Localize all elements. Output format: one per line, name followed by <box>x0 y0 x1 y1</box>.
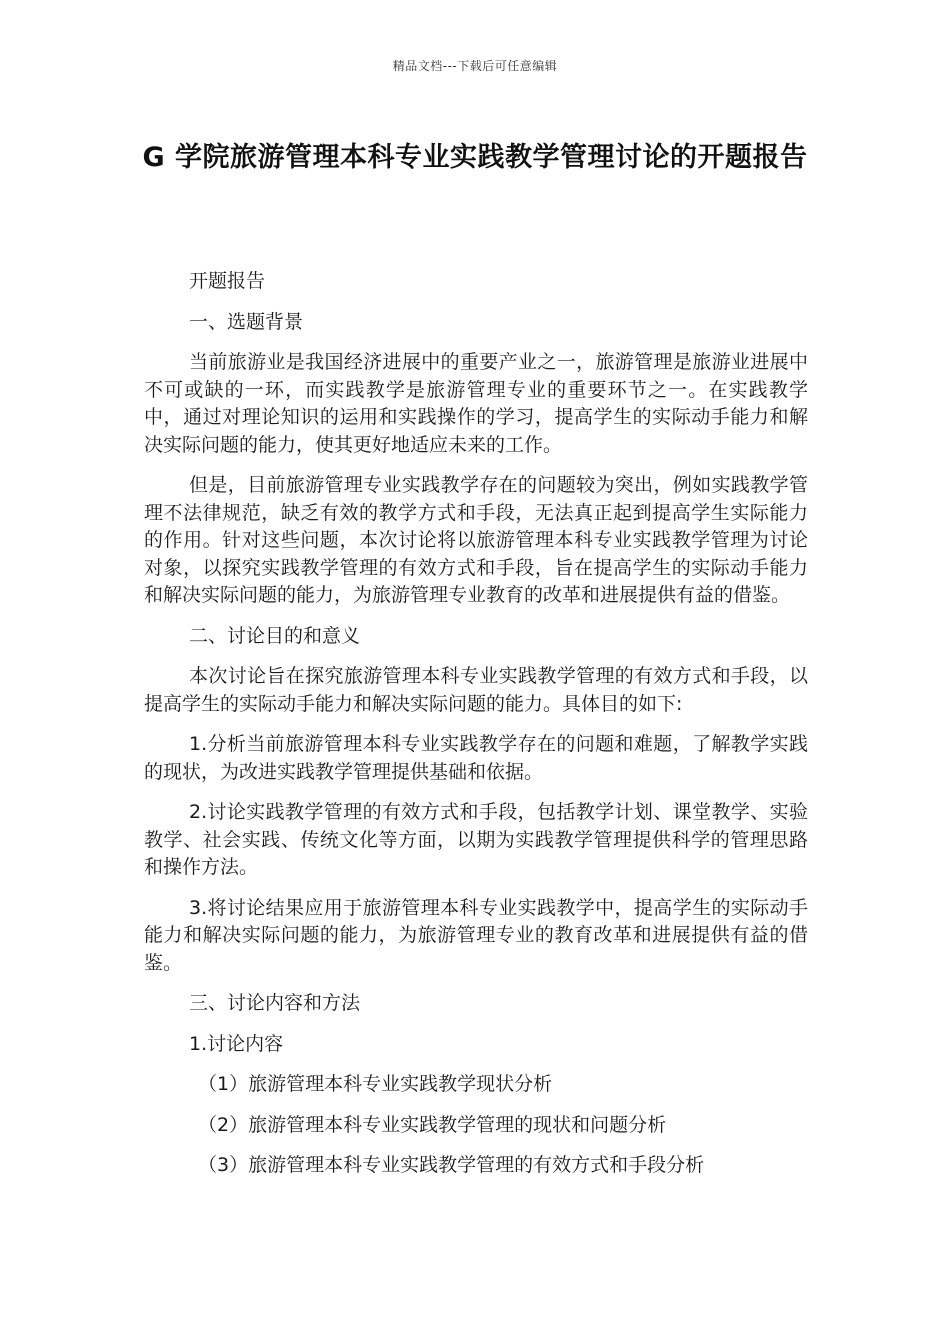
section-heading-background: 一、选题背景 <box>189 310 304 333</box>
document-title: G 学院旅游管理本科专业实践教学管理讨论的开题报告 <box>142 142 808 173</box>
content-list-item-3: （3）旅游管理本科专业实践教学管理的有效方式和手段分析 <box>198 1154 705 1176</box>
paragraph-purpose-item-1: 1.分析当前旅游管理本科专业实践教学存在的问题和难题，了解教学实践的现状，为改进实践教学管理提供基础和依据。 <box>144 733 808 783</box>
paragraph-report-label: 开题报告 <box>189 270 266 292</box>
section-heading-content-method: 三、讨论内容和方法 <box>189 992 361 1014</box>
paragraph-purpose-item-2: 2.讨论实践教学管理的有效方式和手段，包括教学计划、课堂教学、实验教学、社会实践、传统文化等方面，以期为实践教学管理提供科学的管理思路和操作方法。 <box>144 801 808 878</box>
header-note: 精品文档---下载后可任意编辑 <box>392 59 558 73</box>
section-heading-purpose: 二、讨论目的和意义 <box>189 624 361 647</box>
paragraph-purpose-item-3: 3.将讨论结果应用于旅游管理本科专业实践教学中，提高学生的实际动手能力和解决实际问题的能力，为旅游管理专业的教育改革和进展提供有益的借鉴。 <box>144 896 808 974</box>
content-list-item-1: （1）旅游管理本科专业实践教学现状分析 <box>198 1073 553 1095</box>
subheading-content: 1.讨论内容 <box>189 1032 284 1055</box>
document-body <box>144 268 808 1193</box>
paragraph-background-1: 当前旅游业是我国经济进展中的重要产业之一，旅游管理是旅游业进展中不可或缺的一环，而实践教学是旅游管理专业的重要环节之一。在实践教学中，通过对理论知识的运用和实践操作的学习，提高学生的实际动手能力和解决实际问题的能力，使其更好地适应未来的工作。 <box>144 351 808 456</box>
paragraph-background-2: 但是，目前旅游管理专业实践教学存在的问题较为突出，例如实践教学管理不法律规范，缺乏有效的教学方式和手段，无法真正起到提高学生实际能力的作用。针对这些问题，本次讨论将以旅游管理本科专业实践教学管理为讨论对象，以探究实践教学管理的有效方式和手段，旨在提高学生的实际动手能力和解决实际问题的能力，为旅游管理专业教育的改革和进展提供有益的借鉴。 <box>144 474 808 606</box>
paragraph-purpose-intro: 本次讨论旨在探究旅游管理本科专业实践教学管理的有效方式和手段，以提高学生的实际动手能力和解决实际问题的能力。具体目的如下: <box>144 665 808 715</box>
content-list-item-2: （2）旅游管理本科专业实践教学管理的现状和问题分析 <box>198 1113 667 1136</box>
